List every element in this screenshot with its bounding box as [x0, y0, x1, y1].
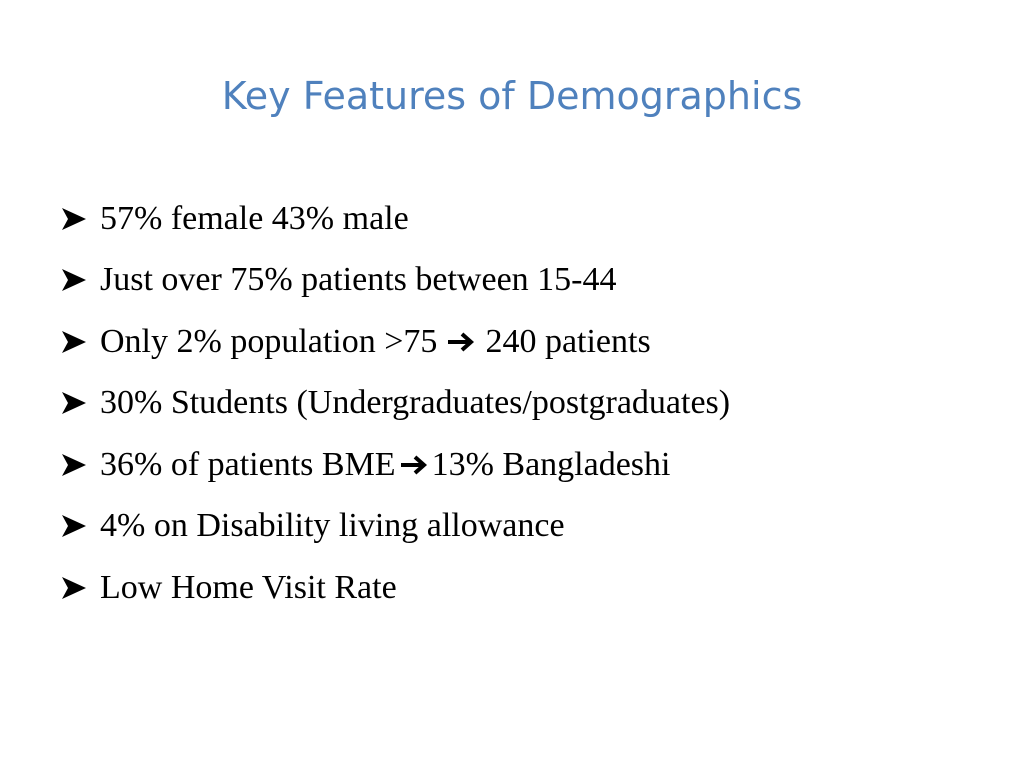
bullet-text: 30% Students (Undergraduates/postgraduates)	[100, 384, 731, 422]
arrowhead-bullet-icon	[60, 513, 100, 539]
bullet-item	[60, 188, 1000, 250]
bullet-text-after-arrow: 240 patients	[485, 322, 651, 360]
bullet-list	[60, 188, 1000, 619]
bullet-item	[60, 434, 1000, 496]
arrowhead-bullet-icon	[60, 452, 100, 478]
arrowhead-bullet-icon	[60, 267, 100, 293]
right-arrow-icon	[399, 453, 429, 477]
bullet-text: Just over 75% patients between 15-44	[100, 261, 617, 299]
arrowhead-bullet-icon	[60, 329, 100, 355]
arrowhead-bullet-icon	[60, 390, 100, 416]
slide-title: Key Features of Demographics	[221, 74, 803, 118]
bullet-item	[60, 496, 1000, 558]
bullet-text-before-arrow: 36% of patients BME	[100, 445, 396, 483]
bullet-text-after-arrow: 13% Bangladeshi	[431, 445, 671, 483]
arrowhead-bullet-icon	[60, 206, 100, 232]
bullet-item	[60, 250, 1000, 312]
bullet-text: 57% female 43% male	[100, 199, 409, 237]
bullet-item	[60, 373, 1000, 435]
bullet-text-before-arrow: Only 2% population >75	[100, 322, 438, 360]
bullet-item	[60, 557, 1000, 619]
right-arrow-icon	[446, 330, 476, 354]
bullet-item	[60, 311, 1000, 373]
bullet-text: Low Home Visit Rate	[100, 568, 397, 606]
arrowhead-bullet-icon	[60, 575, 100, 601]
bullet-text: 4% on Disability living allowance	[100, 507, 565, 545]
